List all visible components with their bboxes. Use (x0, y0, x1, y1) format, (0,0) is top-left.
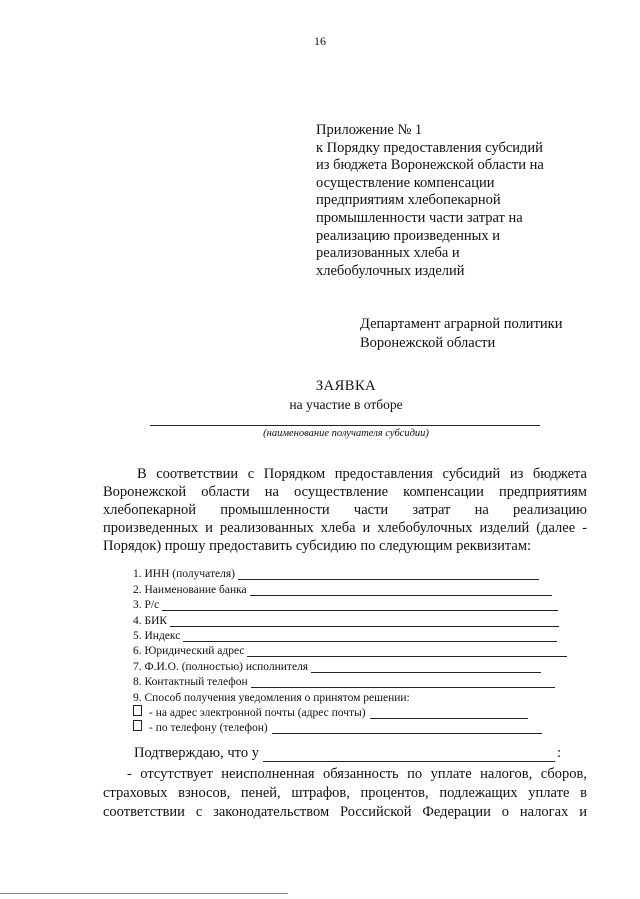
field-label: 8. Контактный телефон (133, 676, 248, 689)
word: - (127, 766, 132, 782)
word: процентов, (360, 785, 429, 801)
word: реализованных (219, 520, 314, 536)
confirmation-line-2 (103, 784, 587, 803)
email-checkbox[interactable] (133, 705, 142, 716)
word: уплате (430, 766, 472, 782)
option-phone (133, 719, 573, 734)
recipient-name-field[interactable] (150, 425, 540, 426)
addressee-line-1: Департамент аграрной политики (360, 316, 563, 332)
word: - (582, 520, 587, 536)
word: осуществление (293, 484, 389, 500)
word: хлебобулочных (377, 520, 473, 536)
word: с (247, 466, 255, 482)
field-inn (133, 565, 573, 580)
inn-input-line[interactable] (238, 569, 539, 580)
addressee-block (360, 315, 620, 353)
word: части (353, 502, 389, 518)
appendix-line: из бюджета Воронежской области на (316, 157, 544, 174)
field-index (133, 627, 573, 642)
appendix-line: реализацию произведенных и (316, 227, 501, 244)
word: изделий (479, 520, 530, 536)
executor-name-input-line[interactable] (311, 662, 541, 673)
confirmation-line (134, 745, 561, 762)
field-label: 1. ИНН (получателя) (133, 568, 235, 581)
main-paragraph (103, 465, 587, 555)
word: подлежащих (439, 785, 518, 801)
paragraph-line-2 (103, 483, 587, 501)
recipient-name-caption: (наименование получателя субсидии) (263, 428, 429, 439)
word: о (501, 804, 509, 820)
field-label: 9. Способ получения уведомления о принятом решении: (133, 691, 410, 704)
appendix-line: Приложение № 1 (316, 122, 423, 138)
word: хлеба (320, 520, 356, 536)
paragraph-line-5: Порядок) прошу предоставить субсидию по следующим реквизитам: (103, 538, 532, 554)
confirm-suffix: : (556, 745, 561, 761)
word: (далее (536, 520, 576, 536)
word: на (474, 502, 489, 518)
appendix-line: реализованных хлеба и (316, 245, 460, 262)
word: на (264, 484, 279, 500)
word: области (201, 484, 250, 500)
phone-input-line[interactable] (272, 723, 542, 734)
word: неисполненная (221, 766, 315, 782)
legal-address-input-line[interactable] (247, 646, 567, 657)
word: Порядком (263, 466, 326, 482)
word: и (362, 520, 371, 536)
paragraph-line-1 (103, 465, 587, 483)
word: и (205, 520, 213, 536)
word: сборов, (540, 766, 587, 782)
bik-input-line[interactable] (170, 616, 559, 627)
phone-checkbox[interactable] (133, 720, 142, 731)
field-account (133, 596, 573, 611)
word: компенсации (403, 484, 484, 500)
field-label: 7. Ф.И.О. (полностью) исполнителя (133, 660, 309, 673)
appendix-line: к Порядку предоставления субсидий (316, 139, 543, 156)
word: налогов, (480, 766, 533, 782)
word: соответствии (156, 466, 239, 482)
field-contact-phone (133, 673, 573, 688)
appendix-line: предприятиям хлебопекарной (316, 192, 501, 209)
option-label: - по телефону (телефон) (149, 722, 268, 735)
word: взносов, (178, 785, 231, 801)
bank-name-input-line[interactable] (250, 585, 552, 596)
word: налогах (519, 804, 569, 820)
word: по (407, 766, 423, 782)
field-label: 5. Индекс (133, 629, 181, 642)
word: законодательством (213, 804, 330, 820)
field-label: 6. Юридический адрес (133, 645, 245, 658)
appendix-block (316, 122, 616, 280)
paragraph-line-3 (103, 501, 587, 519)
word: предприятиям (498, 484, 587, 500)
word: предоставления (334, 466, 433, 482)
appendix-line: промышленности части затрат на (316, 209, 523, 226)
word: В (137, 466, 147, 482)
footer-rule (0, 893, 288, 894)
word: пеней, (240, 785, 281, 801)
requisites-list (133, 565, 573, 734)
account-input-line[interactable] (162, 600, 558, 611)
field-bank-name (133, 580, 573, 595)
word: произведенных (103, 520, 199, 536)
confirm-recipient-input-line[interactable] (263, 747, 555, 762)
document-title: ЗАЯВКА (315, 378, 377, 394)
word: штрафов, (291, 785, 350, 801)
page-number: 16 (314, 34, 326, 48)
paragraph-line-4 (103, 519, 587, 537)
word: Российской (340, 804, 412, 820)
appendix-line: хлебобулочных изделий (316, 262, 465, 279)
word: реализацию (513, 502, 587, 518)
confirmation-paragraph (103, 765, 587, 822)
field-legal-address (133, 642, 573, 657)
confirmation-line-3 (103, 803, 587, 822)
option-label: - на адрес электронной почты (адрес почты) (149, 706, 366, 719)
field-label: 3. Р/с (133, 599, 160, 612)
word: затрат (412, 502, 451, 518)
field-label: 2. Наименование банка (133, 583, 247, 596)
word: хлебопекарной (103, 502, 197, 518)
word: соответствии (103, 804, 185, 820)
word: отсутствует (140, 766, 213, 782)
word: бюджета (532, 466, 587, 482)
field-notification-method (133, 688, 573, 703)
word: субсидий (442, 466, 501, 482)
word: страховых (103, 785, 168, 801)
word: промышленности (220, 502, 330, 518)
field-label: 4. БИК (133, 614, 168, 627)
addressee-line-2: Воронежской области (360, 335, 496, 351)
confirm-prefix: Подтверждаю, что у (134, 745, 259, 761)
word: Федерации (422, 804, 491, 820)
contact-phone-input-line[interactable] (251, 677, 555, 688)
word: Воронежской (103, 484, 187, 500)
appendix-line: осуществление компенсации (316, 174, 495, 191)
word: обязанность (323, 766, 399, 782)
word: в (580, 785, 587, 801)
email-input-line[interactable] (370, 708, 528, 719)
document-subtitle: на участие в отборе (289, 397, 403, 412)
field-executor-name (133, 657, 573, 672)
index-input-line[interactable] (183, 631, 557, 642)
field-bik (133, 611, 573, 626)
option-email (133, 704, 573, 719)
word: из (509, 466, 524, 482)
word: и (579, 804, 587, 820)
word: с (195, 804, 203, 820)
word: уплате (528, 785, 570, 801)
confirmation-line-1 (103, 765, 587, 784)
